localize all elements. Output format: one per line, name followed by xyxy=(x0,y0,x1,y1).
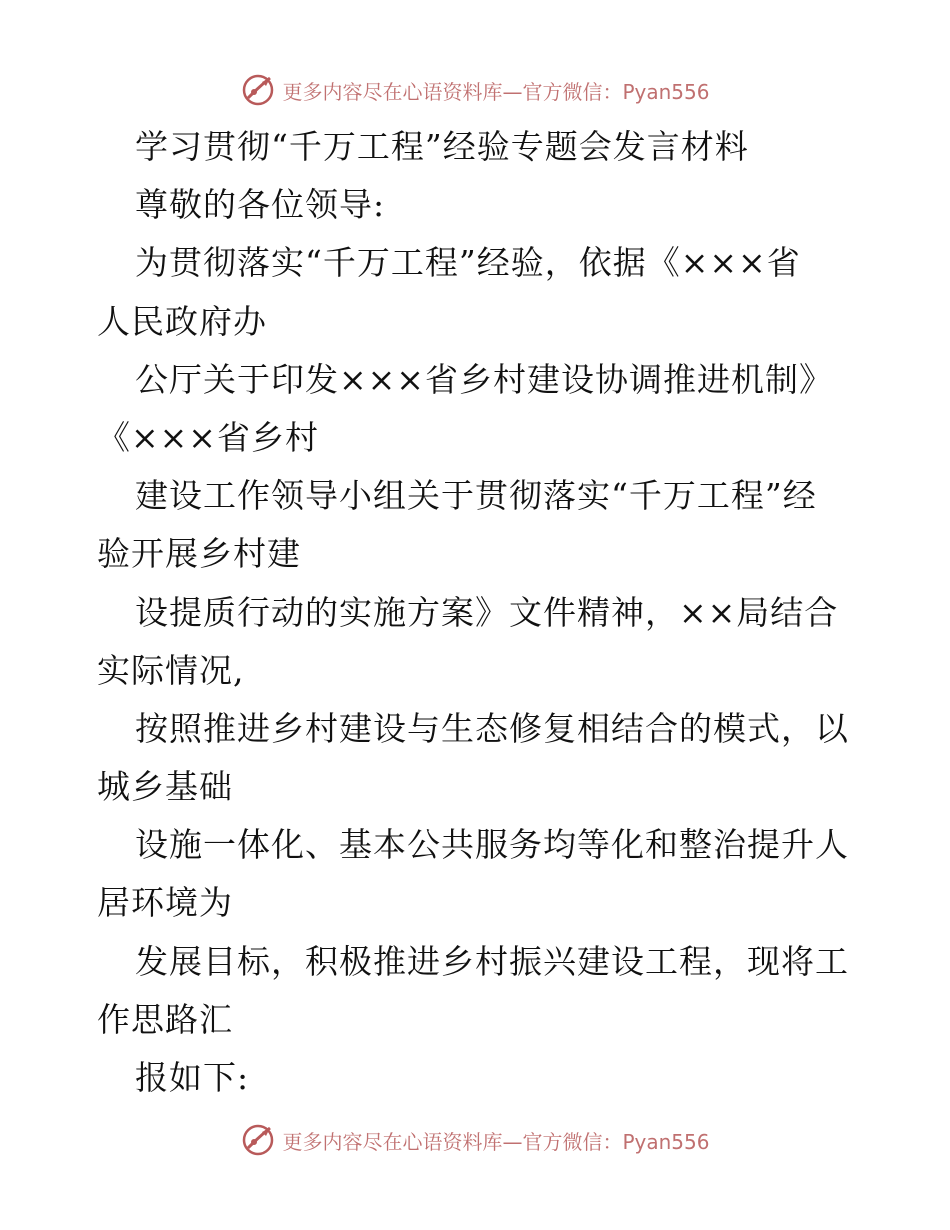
document-line: 为贯彻落实“千万工程”经验，依据《×××省 xyxy=(135,243,801,283)
header-banner-text: 更多内容尽在心语资料库—官方微信：Pyan556 xyxy=(282,79,710,104)
document-body xyxy=(97,118,857,1107)
document-line: 验开展乡村建 xyxy=(97,534,301,574)
document-line: 城乡基础 xyxy=(97,767,233,807)
document-line: 作思路汇 xyxy=(97,999,233,1039)
footer-watermark-banner xyxy=(0,1120,950,1160)
document-line: 报如下: xyxy=(135,1058,250,1097)
footer-banner-text: 更多内容尽在心语资料库—官方微信：Pyan556 xyxy=(282,1129,710,1154)
document-line: 尊敬的各位领导: xyxy=(135,185,386,225)
document-line: 建设工作领导小组关于贯彻落实“千万工程”经 xyxy=(135,476,817,516)
header-banner-inner xyxy=(240,72,709,108)
footer-banner-inner xyxy=(240,1122,709,1158)
document-line: 按照推进乡村建设与生态修复相结合的模式，以 xyxy=(135,708,849,748)
document-line: 人民政府办 xyxy=(97,301,267,341)
document-line: 居环境为 xyxy=(97,883,233,923)
document-line: 学习贯彻“千万工程”经验专题会发言材料 xyxy=(135,127,749,166)
document-line: 设提质行动的实施方案》文件精神，××局结合 xyxy=(135,592,839,632)
document-line: 发展目标，积极推进乡村振兴建设工程，现将工 xyxy=(135,941,849,981)
document-line: 公厅关于印发×××省乡村建设协调推进机制》 xyxy=(135,359,833,399)
document-line: 设施一体化、基本公共服务均等化和整治提升人 xyxy=(135,825,849,865)
pen-circle-logo-icon xyxy=(240,72,276,108)
pen-circle-logo-icon xyxy=(240,1122,276,1158)
header-watermark-banner xyxy=(0,70,950,110)
document-line: 实际情况, xyxy=(97,650,245,690)
document-line: 《×××省乡村 xyxy=(97,417,319,457)
